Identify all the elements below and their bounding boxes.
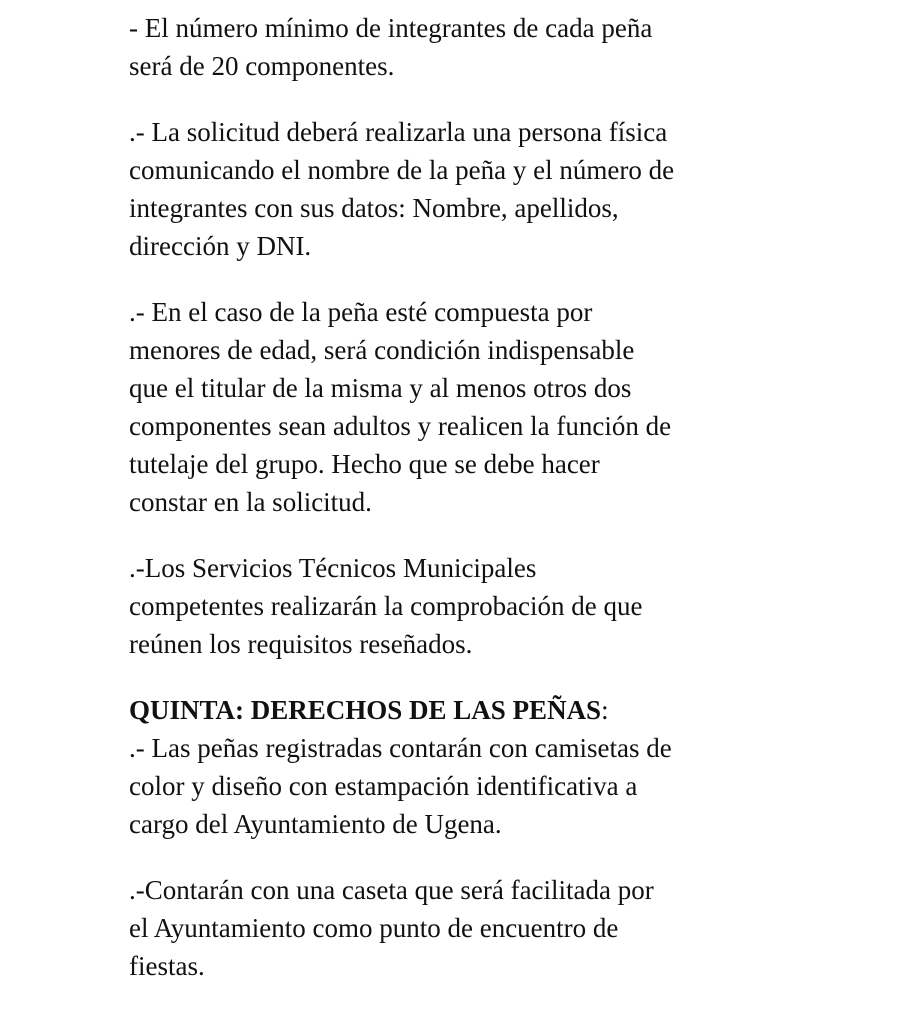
paragraph-technical-services: .-Los Servicios Técnicos Municipales competentes realizarán la comprobación de que reúnen los requisitos reseñados. bbox=[129, 553, 643, 659]
document-page bbox=[129, 9, 789, 985]
paragraph-minors: .- En el caso de la peña esté compuesta por menores de edad, será condición indispensable que el titular de la misma y al menos otros dos componentes sean adultos y realicen la función de tutelaje del grupo. Hecho que se debe hacer constar en la solicitud. bbox=[129, 297, 672, 517]
paragraph-minimum-members: - El número mínimo de integrantes de cada peña será de 20 componentes. bbox=[129, 13, 653, 81]
section-heading-line bbox=[129, 691, 789, 729]
paragraph-application: .- La solicitud deberá realizarla una persona física comunicando el nombre de la peña y el número de integrantes con sus datos: Nombre, apellidos, dirección y DNI. bbox=[129, 117, 675, 261]
section-heading: QUINTA: DERECHOS DE LAS PEÑAS bbox=[129, 695, 602, 725]
paragraph-spacer bbox=[129, 265, 789, 293]
paragraph-spacer bbox=[129, 85, 789, 113]
paragraph-spacer bbox=[129, 663, 789, 691]
paragraph-booth: .-Contarán con una caseta que será facilitada por el Ayuntamiento como punto de encuentro de fiestas. bbox=[129, 875, 654, 981]
paragraph-spacer bbox=[129, 843, 789, 871]
section-heading-colon: : bbox=[601, 695, 609, 725]
paragraph-spacer bbox=[129, 521, 789, 549]
paragraph-shirts: .- Las peñas registradas contarán con camisetas de color y diseño con estampación identificativa a cargo del Ayuntamiento de Ugena. bbox=[129, 733, 672, 839]
